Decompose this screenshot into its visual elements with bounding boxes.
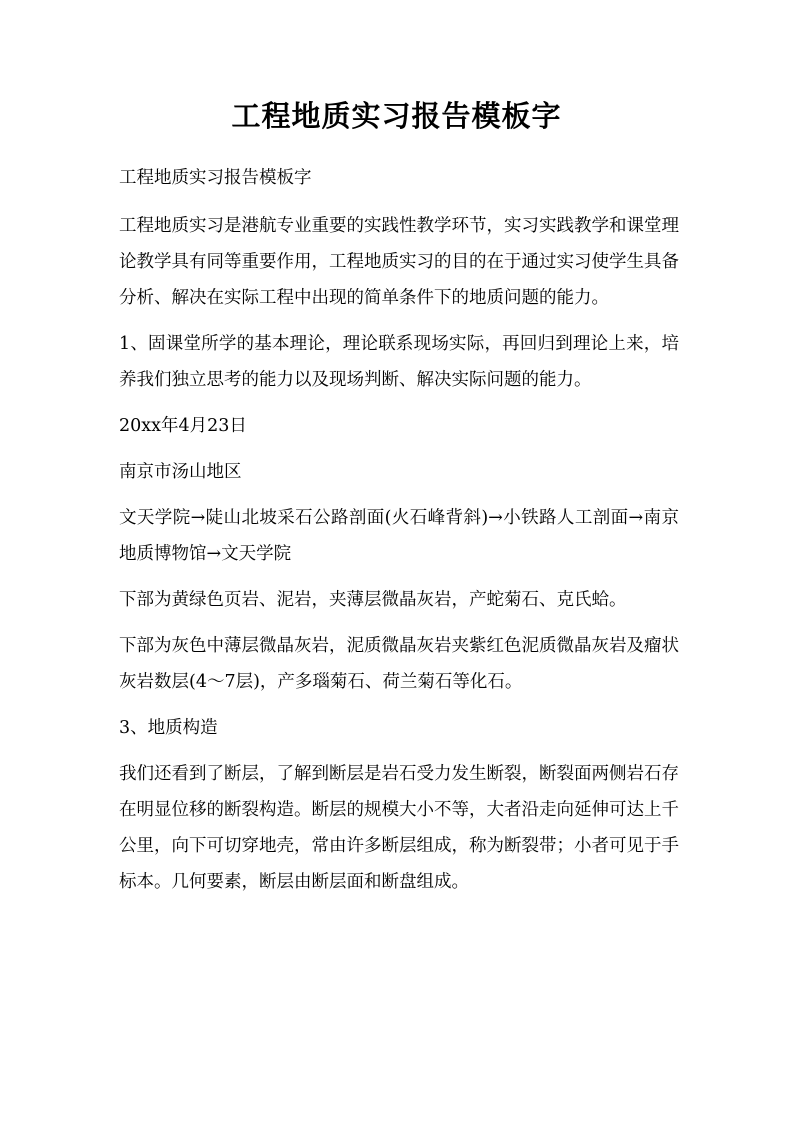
paragraph-location: 南京市汤山地区 bbox=[119, 462, 242, 482]
document-title: 工程地质实习报告模板字 bbox=[231, 99, 562, 133]
paragraph-date: 20xx年4月23日 bbox=[119, 416, 247, 436]
paragraph-route: 文天学院→陡山北坡采石公路剖面(火石峰背斜)→小铁路人工剖面→南京地质博物馆→文天学院 bbox=[119, 508, 679, 564]
paragraph-objective: 1、固课堂所学的基本理论，理论联系现场实际，再回归到理论上来，培养我们独立思考的能力以及现场判断、解决实际问题的能力。 bbox=[119, 334, 679, 390]
paragraph-subtitle: 工程地质实习报告模板字 bbox=[119, 168, 312, 188]
paragraph-intro: 工程地质实习是港航专业重要的实践性教学环节，实习实践教学和课堂理论教学具有同等重要作用，工程地质实习的目的在于通过实习使学生具备分析、解决在实际工程中出现的简单条件下的地质问题的能力。 bbox=[119, 216, 679, 308]
document-body bbox=[119, 160, 679, 910]
paragraph-strata-lower-2: 下部为灰色中薄层微晶灰岩，泥质微晶灰岩夹紫红色泥质微晶灰岩及瘤状灰岩数层(4～7层)，产多瑙菊石、荷兰菊石等化石。 bbox=[119, 636, 679, 692]
paragraph-faults: 我们还看到了断层，了解到断层是岩石受力发生断裂，断裂面两侧岩石存在明显位移的断裂构造。断层的规模大小不等，大者沿走向延伸可达上千公里，向下可切穿地壳，常由许多断层组成，称为断裂带；小者可见于手标本。几何要素，断层由断层面和断盘组成。 bbox=[119, 764, 679, 892]
paragraph-section-heading: 3、地质构造 bbox=[119, 718, 218, 738]
paragraph-strata-lower-1: 下部为黄绿色页岩、泥岩，夹薄层微晶灰岩，产蛇菊石、克氏蛤。 bbox=[119, 590, 627, 610]
